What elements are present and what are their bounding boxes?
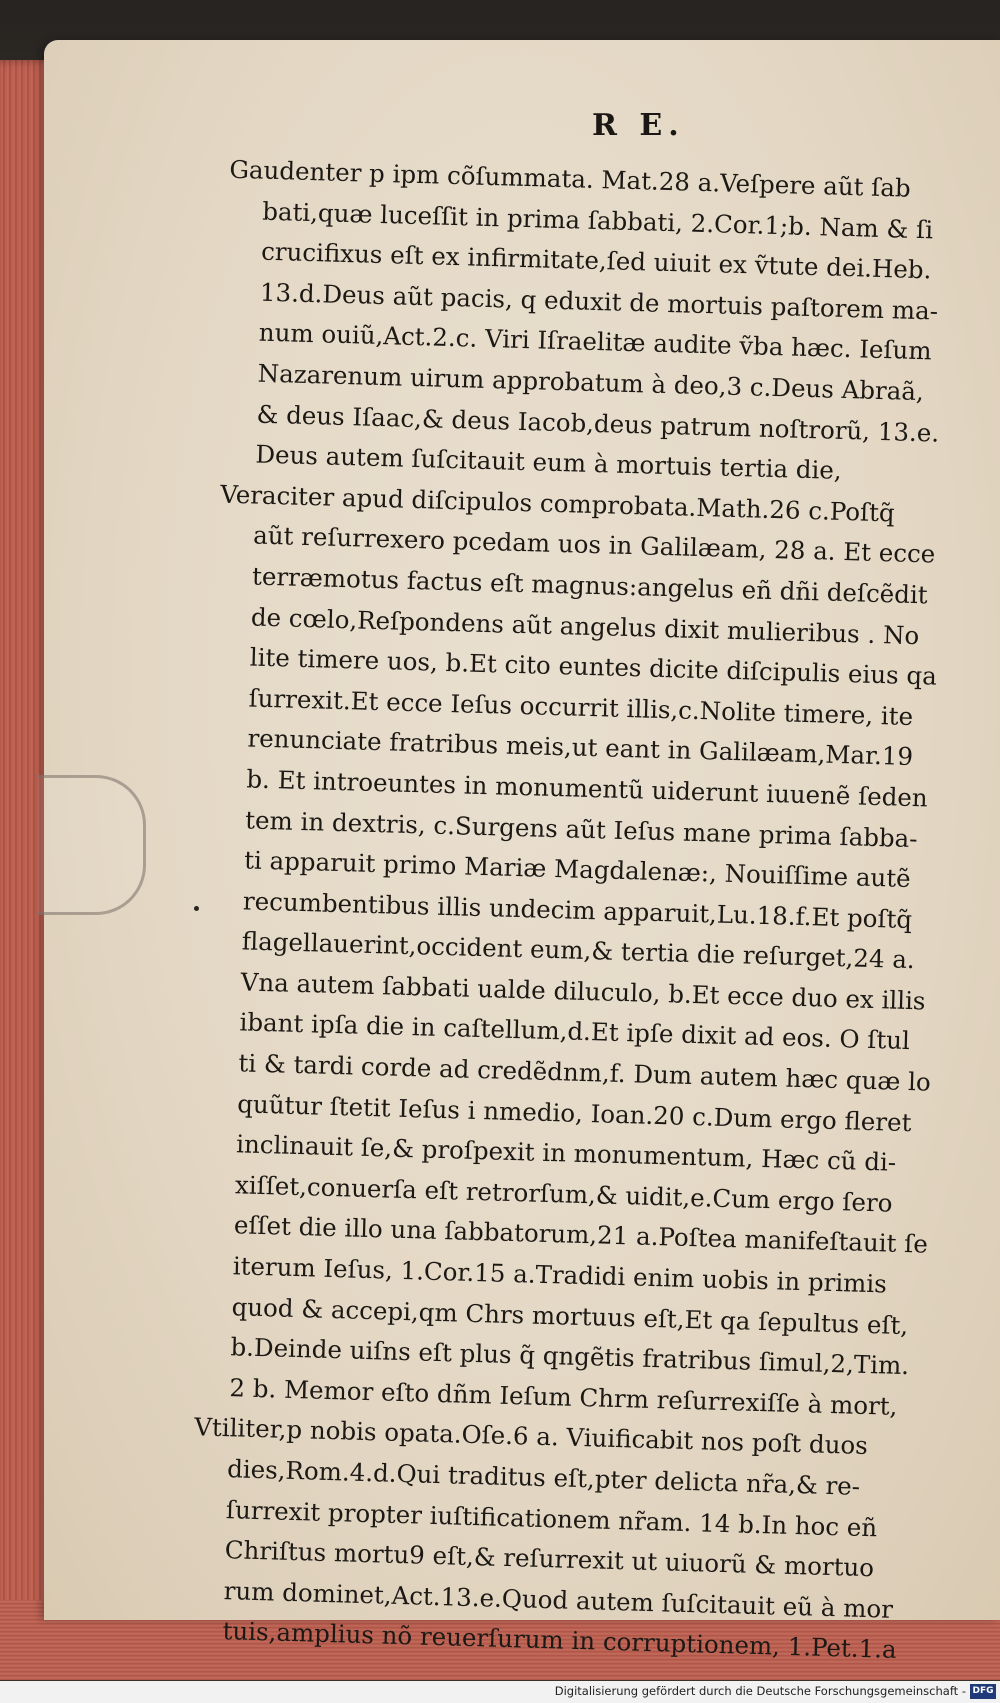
- text-line: xiſſet,conuerſa eſt retrorſum,& uidit,e.Cum ergo ſero: [234, 1170, 893, 1218]
- text-line: Gaudenter p ipm cõſummata. Mat.28 a.Veſpere aũt ſab: [229, 154, 912, 203]
- text-line: ti & tardi corde ad credẽdnm,f. Dum autem hæc quæ lo: [238, 1048, 932, 1097]
- text-line: Veraciter apud diſcipulos comprobata.Math.26 c.Poſtq̃: [219, 479, 896, 528]
- text-line: num ouiũ,Act.2.c. Viri Iſraelitæ audite ṽba hæc. Ieſum: [258, 317, 932, 366]
- text-line: flagellauerint,occident eum,& tertia die reſurget,24 a.: [241, 926, 916, 975]
- text-line: iterum Ieſus, 1.Cor.15 a.Tradidi enim uobis in primis: [232, 1251, 888, 1299]
- text-line: terræmotus factus eſt magnus:angelus eñ dñi deſcẽdit: [251, 561, 929, 610]
- text-line: rum dominet,Act.13.e.Quod autem ſuſcitauit eũ à mor: [223, 1575, 894, 1624]
- text-line: recumbentibus illis undecim apparuit,Lu.18.f.Et poſtq̃: [242, 886, 913, 934]
- footer-credit: Digitalisierung gefördert durch die Deutsche Forschungsgemeinschaft -: [554, 1684, 966, 1698]
- text-line: ibant ipſa die in caſtellum,d.Et ipſe dixit ad eos. O ſtul: [239, 1007, 911, 1056]
- text-line: eſſet die illo una ſabbatorum,21 a.Poſtea manifeſtauit ſe: [233, 1210, 929, 1260]
- text-line: lite timere uos, b.Et cito euntes dicite diſcipulis eius qa: [249, 642, 938, 691]
- text-line: bati,quæ luceſſit in prima ſabbati, 2.Cor.1;b. Nam & ſi: [261, 196, 934, 244]
- text-line: tuis,amplius nõ reuerſurum in corruptionem, 1.Pet.1.a: [222, 1616, 897, 1665]
- text-line: ſurrexit propter iuſtificationem nr̃am. 14 b.In hoc eñ: [225, 1494, 878, 1542]
- text-line: b. Et introeuntes in monumentũ uiderunt iuuenẽ ſeden: [246, 764, 929, 813]
- page-clip: [38, 775, 146, 915]
- text-line: aũt reſurrexero pcedam uos in Galilæam, 28 a. Et ecce: [252, 520, 936, 569]
- text-line: 2 b. Memor eſto dñm Ieſum Chrm reſurrexiſſe à mort,: [229, 1373, 898, 1421]
- digitization-footer: [0, 1681, 1000, 1703]
- text-line: Chriſtus mortu9 eſt,& reſurrexit ut uiuorũ & mortuo: [224, 1535, 875, 1583]
- page-header: R E.: [592, 108, 685, 143]
- text-line: 13.d.Deus aũt pacis, q eduxit de mortuis paſtorem ma-: [259, 277, 939, 326]
- dfg-logo: DFG: [970, 1684, 996, 1699]
- text-line: Deus autem ſuſcitauit eum à mortuis tertia die,: [255, 439, 843, 486]
- text-line: quũtur ſtetit Ieſus i nmedio, Ioan.20 c.Dum ergo fleret: [236, 1088, 912, 1137]
- text-line: b.Deinde uiſns eſt plus q̃ qngẽtis fratribus ſimul,2,Tim.: [230, 1332, 910, 1381]
- text-line: tem in dextris, c.Surgens aũt Ieſus mane prima ſabba-: [244, 804, 918, 853]
- text-line: & deus Iſaac,& deus Iacob,deus patrum noſtrorũ, 13.e.: [256, 399, 940, 448]
- text-line: dies,Rom.4.d.Qui traditus eſt,pter delicta nr̃a,& re-: [226, 1454, 861, 1501]
- text-line: quod & accepi,qm Chrs mortuus eſt,Et qa ſepultus eſt,: [231, 1291, 909, 1340]
- ink-speck: [194, 906, 199, 911]
- text-line: renunciate fratribus meis,ut eant in Galilæam,Mar.19: [247, 723, 914, 772]
- text-line: ti apparuit primo Mariæ Magdalenæ:, Nouiſſime autẽ: [243, 845, 912, 894]
- page-text: [193, 150, 980, 1672]
- text-line: crucifixus eſt ex infirmitate,ſed uiuit ex ṽtute dei.Heb.: [260, 236, 932, 285]
- text-line: inclinauit ſe,& proſpexit in monumentum, Hæc cũ di-: [235, 1129, 897, 1177]
- text-line: Vtiliter,p nobis opata.Oſe.6 a. Viuificabit nos poſt duos: [193, 1412, 869, 1461]
- text-line: Vna autem ſabbati ualde diluculo, b.Et ecce duo ex illis: [240, 967, 926, 1016]
- text-line: Nazarenum uirum approbatum à deo,3 c.Deus Abraã,: [257, 358, 925, 407]
- text-line: de cœlo,Reſpondens aũt angelus dixit mulieribus . No: [250, 602, 920, 650]
- text-line: ſurrexit.Et ecce Ieſus occurrit illis,c.Nolite timere, ite: [248, 683, 914, 731]
